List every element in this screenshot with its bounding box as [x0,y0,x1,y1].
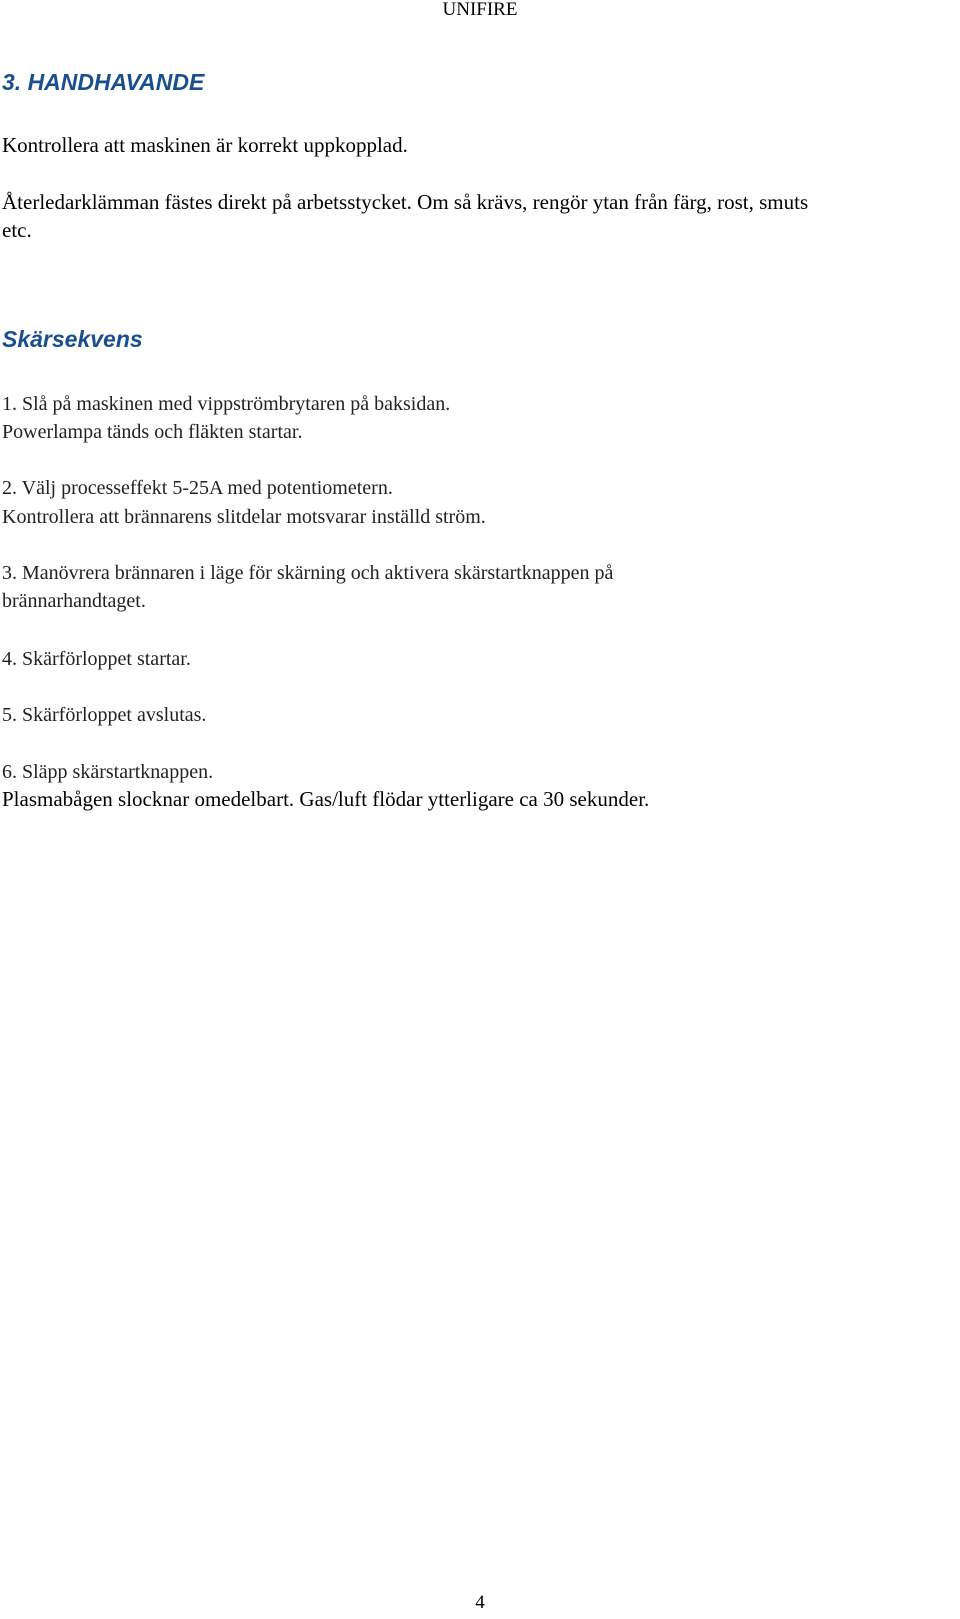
step-2-line-2: Kontrollera att brännarens slitdelar motsvarar inställd ström. [2,506,486,528]
step-6-line-2: Plasmabågen slocknar omedelbart. Gas/luft flödar ytterligare ca 30 sekunder. [2,787,650,811]
step-1-line-2: Powerlampa tänds och fläkten startar. [2,421,303,443]
step-2-line-1: 2. Välj processeffekt 5-25A med potentiometern. [2,477,393,499]
step-6-line-1: 6. Släpp skärstartknappen. [2,761,214,783]
intro-paragraph-1: Kontrollera att maskinen är korrekt uppkopplad. [2,133,408,157]
page-number: 4 [475,1592,485,1613]
step-3-line-2: brännarhandtaget. [2,590,146,612]
page-header: UNIFIRE [442,0,518,20]
step-4: 4. Skärförloppet startar. [2,648,191,670]
subsection-heading: Skärsekvens [2,326,143,352]
intro-paragraph-2-line-2: etc. [2,218,32,242]
step-1-line-1: 1. Slå på maskinen med vippströmbrytaren på baksidan. [2,393,451,415]
step-3-line-1: 3. Manövrera brännaren i läge för skärning och aktivera skärstartknappen på [2,562,614,584]
intro-paragraph-2-line-1: Återledarklämman fästes direkt på arbetsstycket. Om så krävs, rengör ytan från färg, rost, smuts [2,190,809,214]
section-heading: 3. HANDHAVANDE [2,69,205,95]
step-5: 5. Skärförloppet avslutas. [2,704,207,726]
